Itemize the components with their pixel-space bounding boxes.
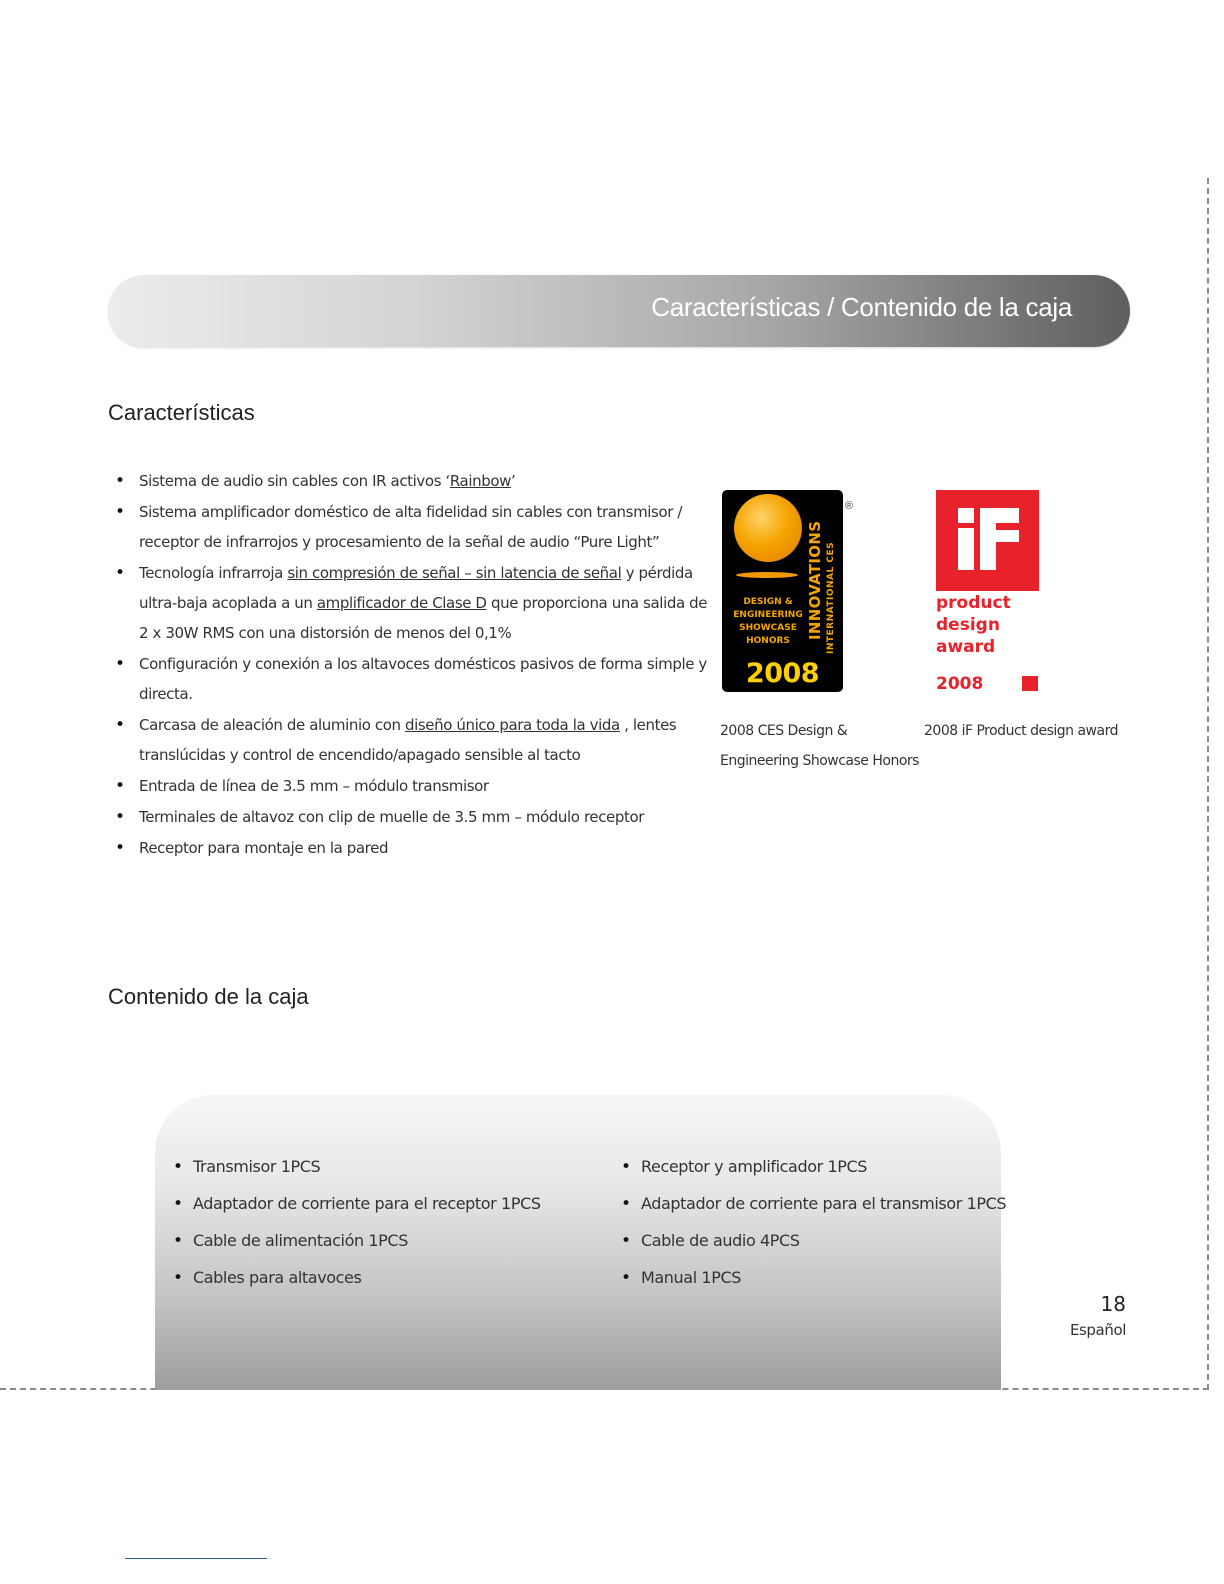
- box-contents-heading: Contenido de la caja: [108, 984, 309, 1009]
- page-language: Español: [1069, 1321, 1126, 1339]
- list-item: • Adaptador de corriente para el transmisor 1PCS: [621, 1192, 1006, 1229]
- if-award-logo: [936, 490, 1039, 694]
- list-item: • Cables para altavoces: [173, 1266, 541, 1303]
- no-compression-link[interactable]: sin compresión de señal – sin latencia de señal: [287, 564, 622, 582]
- list-item: • Receptor y amplificador 1PCS: [621, 1155, 1006, 1192]
- list-item: • Adaptador de corriente para el receptor 1PCS: [173, 1192, 541, 1229]
- if-logo-mark: [936, 490, 1039, 591]
- class-d-link[interactable]: amplificador de Clase D: [316, 594, 487, 612]
- list-item: • Configuración y conexión a los altavoces domésticos pasivos de forma simple y directa.: [115, 649, 715, 709]
- ces-sun-graphic: [734, 494, 802, 562]
- ces-logo-innovations: INNOVATIONS: [806, 520, 824, 640]
- ces-logo-subtitle: DESIGN & ENGINEERING SHOWCASE HONORS: [733, 597, 803, 646]
- ces-award-caption: 2008 CES Design & Engineering Showcase Honors: [720, 723, 919, 769]
- unique-design-link[interactable]: diseño único para toda la vida: [404, 716, 620, 734]
- list-item: • Cable de alimentación 1PCS: [173, 1229, 541, 1266]
- list-item: • Tecnología infrarroja sin compresión de señal – sin latencia de señal y pérdida ultra-baja acoplada a un amplificador de Clase D que proporciona una salida de 2 x 30W RMS con una distorsión de menos del 0,1%: [115, 558, 715, 648]
- list-item: • Sistema amplificador doméstico de alta fidelidad sin cables con transmisor / receptor de infrarrojos y procesamiento de la señal de audio “Pure Light”: [115, 497, 715, 557]
- page-title: Características / Contenido de la caja: [651, 292, 1072, 322]
- list-item: • Receptor para montaje en la pared: [115, 833, 715, 863]
- list-item: • Sistema de audio sin cables con IR activos ‘Rainbow’: [115, 466, 715, 496]
- ces-innovations-logo: [722, 490, 843, 692]
- section-banner: [108, 275, 1130, 347]
- if-logo-square: [1022, 676, 1038, 691]
- rainbow-link[interactable]: Rainbow: [449, 472, 511, 490]
- list-item: • Manual 1PCS: [621, 1266, 1006, 1303]
- list-item: • Cable de audio 4PCS: [621, 1229, 1006, 1266]
- page-edge-vertical: [1207, 178, 1209, 1390]
- footnote-rule: [125, 1558, 267, 1559]
- page-number: 18: [1100, 1292, 1126, 1316]
- ces-horizon-graphic: [736, 572, 798, 578]
- features-heading: Características: [108, 400, 255, 425]
- list-item: • Carcasa de aleación de aluminio con diseño único para toda la vida , lentes translúcidas y control de encendido/apagado sensible al tacto: [115, 710, 715, 770]
- list-item: • Transmisor 1PCS: [173, 1155, 541, 1192]
- ces-logo-year: 2008: [745, 658, 820, 689]
- box-contents-right-list: [621, 1155, 1006, 1303]
- list-item: • Terminales de altavoz con clip de muelle de 3.5 mm – módulo receptor: [115, 802, 715, 832]
- box-contents-left-list: [173, 1155, 541, 1303]
- features-list: [115, 466, 715, 864]
- list-item: • Entrada de línea de 3.5 mm – módulo transmisor: [115, 771, 715, 801]
- if-award-caption: 2008 iF Product design award: [924, 723, 1118, 739]
- if-logo-words: product design award: [936, 593, 1011, 657]
- registered-mark: ®: [845, 500, 854, 512]
- ces-logo-international: INTERNATIONAL CES: [826, 541, 836, 654]
- if-logo-year: 2008: [936, 674, 984, 694]
